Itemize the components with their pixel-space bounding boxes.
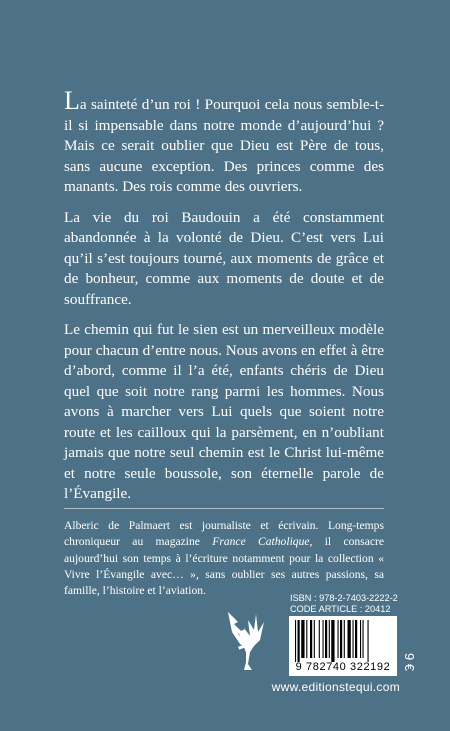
article-code: CODE ARTICLE : 20412 <box>290 604 391 614</box>
divider-line <box>64 508 384 509</box>
author-bio-text <box>64 518 384 599</box>
publisher-logo-icon <box>224 608 268 676</box>
blurb-paragraph-2: La vie du roi Baudouin a été constamment abandonnée à la volonté de Dieu. C’est vers Lui qu’il s’est toujours tourné, aux moments de grâce et de bonheur, comme aux moments de doute et de souffrance. <box>64 208 384 308</box>
blurb-text <box>64 86 384 515</box>
blurb-paragraph-1 <box>64 86 384 198</box>
isbn-number: ISBN : 978-2-7403-2222-2 <box>290 593 398 603</box>
price: 9 € <box>402 652 417 672</box>
bio-magazine-name: France Catholique <box>212 535 310 549</box>
bio-part-1: Alberic de Palmaert est journaliste et écrivain. Long-temps chroniqueur au magazine <box>64 519 384 549</box>
blurb-paragraph-3: Le chemin qui fut le sien est un merveilleux modèle pour chacun d’entre nous. Nous avons en effet à être d’abord, comme il l’a été, enfants chéris de Dieu quel que soit notre rang parmi les hommes. Nous avons à marcher vers Lui quels que soient notre route et les cailloux qui la parsèment, en n’oubliant jamais que notre seul chemin est le Christ lui-même et notre seule boussole, son éternelle parole de l’Évangile. <box>64 321 384 502</box>
drop-cap: L <box>64 86 80 115</box>
barcode-bars <box>294 620 392 662</box>
blurb-paragraph-1-text: a sainteté d’un roi ! Pourquoi cela nous semble-t-il si impensable dans notre monde d’aujourd’hui ? Mais ce serait oublier que Dieu est Père de tous, sans aucune exception. Des princes comme des manants. Des rois comme des ouvriers. <box>64 96 384 195</box>
bio-part-2: , il consacre aujourd’hui son temps à l’écriture notamment pour la collection « Vivre l’Évangile avec… », sans oublier ses autres passions, sa famille, l’histoire et l’aviation. <box>64 535 384 598</box>
publisher-website: www.editionstequi.com <box>271 680 400 694</box>
author-bio <box>64 518 384 599</box>
barcode <box>289 616 397 676</box>
barcode-digits: 9 782740 322192 <box>295 661 391 673</box>
